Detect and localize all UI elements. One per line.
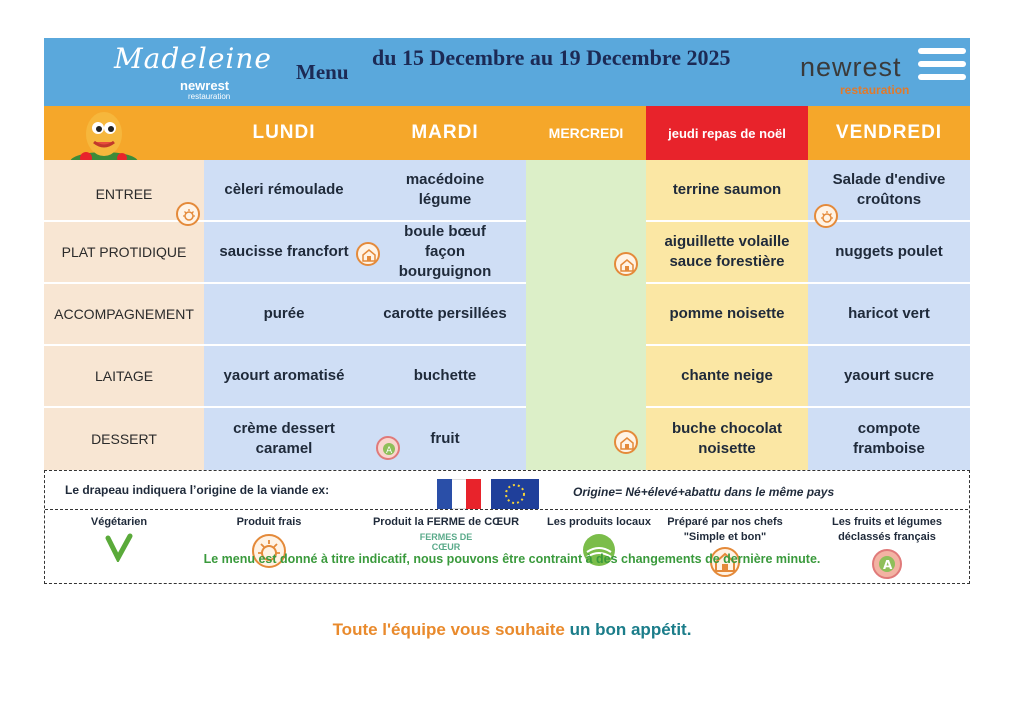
origin-definition: Origine= Né+élevé+abattu dans le même pays [573, 485, 835, 499]
downgraded-fruit-icon [376, 436, 400, 460]
legend-label: Les fruits et légumes déclassés français [831, 516, 943, 543]
legend-downgraded [815, 515, 959, 579]
legend-chef [655, 515, 795, 577]
row-label-accompagnement: ACCOMPAGNEMENT [44, 284, 204, 346]
school-logo [114, 42, 272, 101]
menu-label: Menu [296, 60, 349, 84]
legend-label: Produit frais [236, 516, 302, 528]
menu-cell: nuggets poulet [808, 222, 970, 284]
chef-house-icon [356, 242, 380, 266]
fresh-product-icon [176, 202, 200, 226]
newrest-logo [800, 52, 970, 98]
menu-sheet [44, 38, 970, 584]
wish-part-2: un bon appétit. [569, 620, 692, 639]
menu-cell: purée [204, 284, 364, 346]
logo-wordmark: newrest [800, 52, 902, 82]
chef-house-icon [614, 430, 638, 454]
menu-cell: yaourt sucre [808, 346, 970, 408]
menu-cell: buche chocolat noisette [646, 408, 808, 470]
row-label-plat: PLAT PROTIDIQUE [44, 222, 204, 284]
menu-cell: chante neige [646, 346, 808, 408]
wish-part-1: Toute l'équipe vous souhaite [332, 620, 565, 639]
menu-cell: boule bœuf façon bourguignon [364, 222, 526, 284]
day-header-jeudi: jeudi repas de noël [646, 106, 808, 160]
mercredi-column [526, 160, 646, 470]
legend-label: Préparé par nos chefs "Simple et bon" [667, 516, 783, 543]
day-header-mercredi: MERCREDI [526, 106, 646, 160]
row-label-dessert: DESSERT [44, 408, 204, 470]
fresh-product-icon [814, 204, 838, 228]
flag-origin-text: Le drapeau indiquera l’origine de la viande ex: [65, 483, 330, 497]
company-name-small: newrest [180, 78, 230, 93]
legend-box [44, 470, 970, 584]
bon-appetit-message [0, 620, 1024, 640]
menu-cell: fruit [364, 408, 526, 470]
logo-bars-icon [918, 48, 966, 92]
eu-flag-icon [491, 479, 539, 509]
menu-cell: aiguillette volaille sauce forestière [646, 222, 808, 284]
svg-text:A: A [883, 558, 893, 572]
school-name: Madeleine [114, 42, 272, 75]
menu-cell: saucisse francfort [204, 222, 364, 284]
menu-cell: terrine saumon [646, 160, 808, 222]
menu-dates: du 15 Decembre au 19 Decembre 2025 [372, 45, 731, 70]
chef-house-icon [614, 252, 638, 276]
mascot-corner [44, 106, 204, 160]
menu-cell: macédoine légume [364, 160, 526, 222]
day-header-mardi: MARDI [364, 106, 526, 160]
menu-cell: carotte persillées [364, 284, 526, 346]
header-band [44, 38, 970, 106]
logo-subtitle: restauration [840, 83, 910, 97]
legend-ferme [371, 515, 521, 552]
row-label-entree: ENTREE [44, 160, 204, 222]
menu-cell: crème dessert caramel [204, 408, 364, 470]
french-flag-icon [437, 479, 481, 509]
menu-cell: pomme noisette [646, 284, 808, 346]
legend-label: Produit la FERME de CŒUR [372, 516, 520, 528]
legend-divider [45, 509, 968, 510]
row-label-laitage: LAITAGE [44, 346, 204, 408]
svg-text:A: A [386, 446, 393, 456]
day-header-vendredi: VENDREDI [808, 106, 970, 160]
menu-cell: buchette [364, 346, 526, 408]
menu-cell: Salade d'endive croûtons [808, 160, 970, 222]
company-sub-small: restauration [188, 92, 231, 101]
menu-cell: compote framboise [808, 408, 970, 470]
menu-cell: yaourt aromatisé [204, 346, 364, 408]
legend-label: Les produits locaux [547, 516, 651, 528]
day-header-lundi: LUNDI [204, 106, 364, 160]
legend-label: Végétarien [90, 516, 148, 528]
menu-cell: cèleri rémoulade [204, 160, 364, 222]
fermes-de-coeur-logo: FERMES DE CŒUR [419, 532, 473, 552]
menu-cell: haricot vert [808, 284, 970, 346]
disclaimer-note: Le menu est donné à titre indicatif, nous pouvons être contraint à des changements de dernière minute. [203, 552, 821, 566]
